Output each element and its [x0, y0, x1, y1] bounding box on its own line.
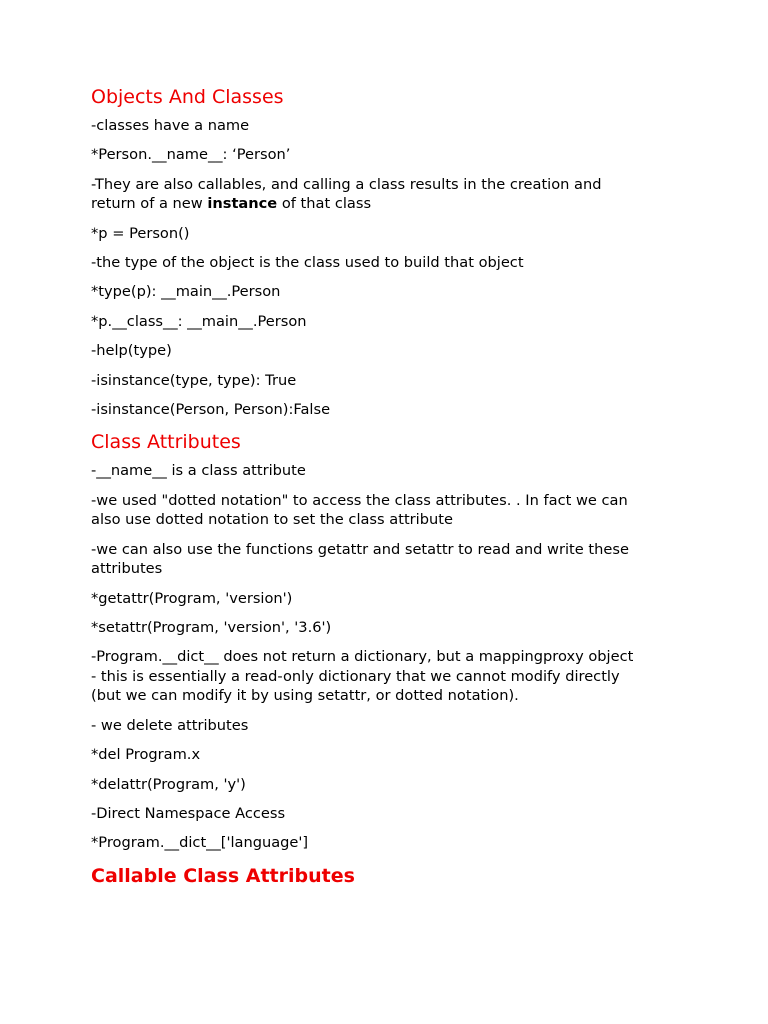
- paragraph-line: [91, 194, 681, 214]
- paragraph-line: -Program.__dict__ does not return a dictionary, but a mappingproxy object: [91, 648, 634, 666]
- section-heading-objects-and-classes: Objects And Classes: [91, 86, 284, 108]
- paragraph: [91, 647, 681, 706]
- bold-text-run: instance: [207, 195, 278, 213]
- paragraph-line: also use dotted notation to set the class attribute: [91, 511, 453, 529]
- text-run: of that class: [277, 195, 372, 213]
- paragraph: [91, 491, 681, 530]
- paragraph-line: -They are also callables, and calling a class results in the creation and: [91, 175, 602, 193]
- paragraph: -classes have a name: [91, 117, 250, 134]
- paragraph: -Direct Namespace Access: [91, 804, 286, 822]
- paragraph: *del Program.x: [91, 746, 201, 764]
- paragraph: *Program.__dict__['language']: [91, 834, 309, 852]
- paragraph: -isinstance(Person, Person):False: [91, 401, 331, 419]
- paragraph: -__name__ is a class attribute: [91, 462, 306, 480]
- paragraph: *setattr(Program, 'version', '3.6'): [91, 618, 332, 636]
- paragraph: *type(p): __main__.Person: [91, 283, 281, 301]
- paragraph: *Person.__name__: ‘Person’: [91, 146, 291, 164]
- paragraph: *delattr(Program, 'y'): [91, 775, 246, 793]
- paragraph: -the type of the object is the class used to build that object: [91, 254, 524, 272]
- paragraph: *getattr(Program, 'version'): [91, 589, 293, 607]
- section-heading-class-attributes: Class Attributes: [91, 431, 241, 454]
- paragraph: *p.__class__: __main__.Person: [91, 312, 307, 330]
- paragraph: *p = Person(): [91, 224, 190, 242]
- paragraph-line: -we used "dotted notation" to access the class attributes. . In fact we can: [91, 491, 628, 509]
- paragraph: -isinstance(type, type): True: [91, 371, 297, 389]
- paragraph: [91, 175, 681, 214]
- document-page: [91, 84, 681, 895]
- paragraph: [91, 540, 681, 579]
- paragraph-line: (but we can modify it by using setattr, or dotted notation).: [91, 687, 519, 705]
- paragraph-line: -we can also use the functions getattr and setattr to read and write these: [91, 540, 629, 558]
- paragraph: - we delete attributes: [91, 716, 249, 734]
- paragraph: -help(type): [91, 342, 172, 360]
- text-run: return of a new: [91, 195, 208, 213]
- paragraph-line: - this is essentially a read-only dictionary that we cannot modify directly: [91, 667, 620, 685]
- paragraph-line: attributes: [91, 560, 163, 578]
- section-heading-callable-class-attributes: Callable Class Attributes: [91, 864, 355, 887]
